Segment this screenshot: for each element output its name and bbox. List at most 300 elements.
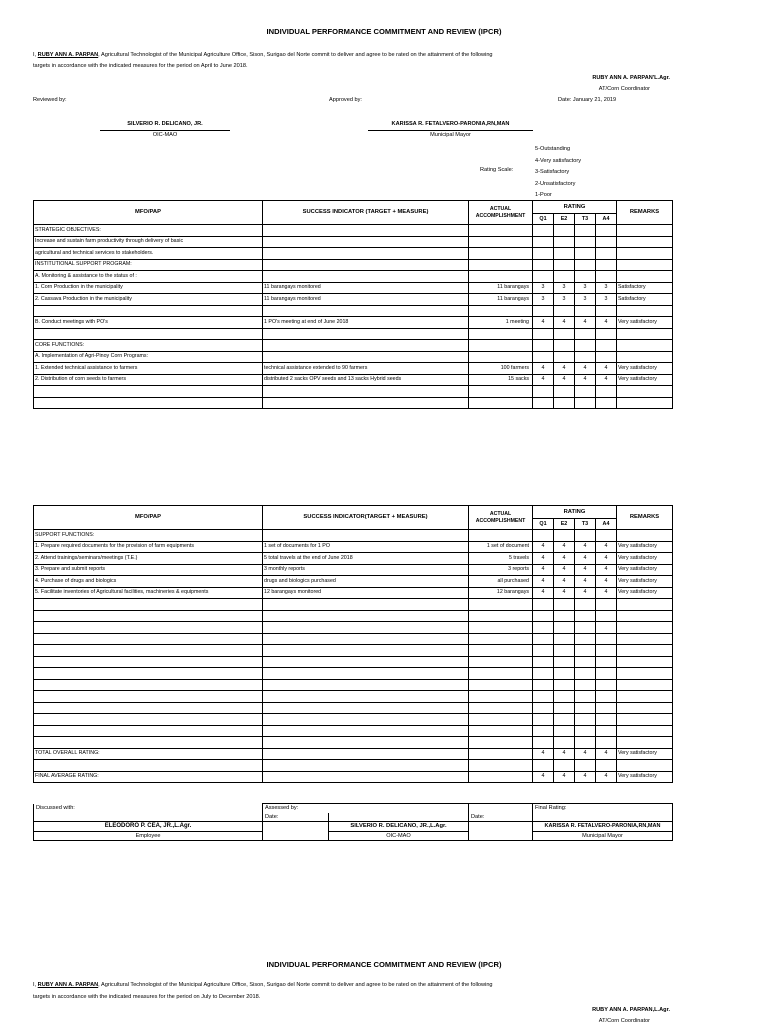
mfo-cell — [34, 702, 263, 714]
rating-e2-cell — [554, 622, 575, 634]
e2-header: E2 — [554, 214, 575, 225]
rating-e2-cell — [554, 633, 575, 645]
rating-a4-cell: 4 — [596, 748, 617, 760]
mfo-cell — [34, 622, 263, 634]
accomplishment-cell — [469, 259, 533, 271]
rating-t3-cell — [575, 668, 596, 680]
rating-t3-cell — [575, 725, 596, 737]
rating-e2-cell — [554, 702, 575, 714]
blank-cell — [329, 813, 469, 822]
table-row — [34, 599, 673, 611]
accomplishment-cell — [469, 633, 533, 645]
rating-q1-cell — [533, 386, 554, 398]
table-row — [34, 317, 673, 329]
accomplishment-cell: 3 reports — [469, 564, 533, 576]
rating-t3-cell: 4 — [575, 553, 596, 565]
success-indicator-cell: distributed 2 sacks OPV seeds and 13 sacks Hybrid seeds — [263, 374, 469, 386]
remarks-cell — [617, 725, 673, 737]
success-indicator-cell — [263, 645, 469, 657]
success-indicator-cell — [263, 737, 469, 749]
mfo-cell — [34, 656, 263, 668]
final-approver-name: KARISSA R. FETALVERO-PARONIA,RN,MAN — [533, 822, 673, 832]
remarks-cell — [617, 225, 673, 237]
table-row — [34, 553, 673, 565]
rating-e2-cell — [554, 725, 575, 737]
accomplishment-cell — [469, 656, 533, 668]
rating-e2-cell — [554, 225, 575, 237]
rating-e2-cell: 3 — [554, 294, 575, 306]
a4-header: A4 — [596, 214, 617, 225]
mfo-cell — [34, 633, 263, 645]
final-approver-position: Municipal Mayor — [533, 831, 673, 841]
success-indicator-cell — [263, 633, 469, 645]
rating-a4-cell — [596, 622, 617, 634]
table-row — [34, 351, 673, 363]
ipcr-table-support — [33, 505, 673, 783]
mfo-cell — [34, 760, 263, 772]
rating-q1-cell: 3 — [533, 282, 554, 294]
accomplishment-cell — [469, 610, 533, 622]
success-indicator-cell: 11 barangays monitored — [263, 282, 469, 294]
rating-a4-cell — [596, 328, 617, 340]
accomplishment-cell: 1 meeting — [469, 317, 533, 329]
rating-e2-cell — [554, 397, 575, 409]
accomplishment-cell — [469, 668, 533, 680]
success-indicator-cell — [263, 271, 469, 283]
rating-a4-cell: 4 — [596, 541, 617, 553]
rating-e2-cell — [554, 760, 575, 772]
rating-e2-cell — [554, 328, 575, 340]
success-indicator-cell — [263, 328, 469, 340]
rating-e2-cell: 4 — [554, 576, 575, 588]
remarks-cell — [617, 328, 673, 340]
approver-name: KARISSA R. FETALVERO-PARONIA,RN,MAN — [391, 121, 510, 127]
reviewer-name: SILVERIO R. DELICANO, JR. — [127, 121, 203, 127]
rating-a4-cell: 4 — [596, 374, 617, 386]
table-row — [34, 691, 673, 703]
rating-e2-cell: 4 — [554, 564, 575, 576]
rating-t3-cell: 4 — [575, 564, 596, 576]
table-row — [34, 530, 673, 542]
mfo-cell: INSTITUTIONAL SUPPORT PROGRAM: — [34, 259, 263, 271]
rating-t3-cell — [575, 599, 596, 611]
rating-a4-cell — [596, 599, 617, 611]
success-indicator-cell: 1 PO's meeting at end of June 2018 — [263, 317, 469, 329]
rating-a4-cell — [596, 271, 617, 283]
blank-cell — [469, 831, 533, 841]
rating-t3-cell — [575, 351, 596, 363]
rating-q1-cell: 4 — [533, 374, 554, 386]
rating-a4-cell: 4 — [596, 553, 617, 565]
rating-q1-cell: 3 — [533, 294, 554, 306]
rating-t3-cell — [575, 386, 596, 398]
remarks-cell — [617, 305, 673, 317]
mfo-cell: CORE FUNCTIONS: — [34, 340, 263, 352]
success-indicator-cell — [263, 622, 469, 634]
ratee-position-2: AT/Corn Coordinator — [598, 1018, 650, 1024]
intro-paragraph-line2: targets in accordance with the indicated measures for the period on April to June 2018. — [33, 63, 248, 69]
table-row — [34, 236, 673, 248]
rating-q1-cell: 4 — [533, 564, 554, 576]
blank-cell — [34, 813, 263, 822]
table-row — [34, 748, 673, 760]
rating-t3-cell: 4 — [575, 541, 596, 553]
success-indicator-header: SUCCESS INDICATOR(TARGET + MEASURE) — [263, 506, 469, 530]
accomplishment-cell — [469, 760, 533, 772]
rating-q1-cell — [533, 679, 554, 691]
rating-q1-cell — [533, 691, 554, 703]
rating-t3-cell — [575, 691, 596, 703]
rating-e2-cell: 4 — [554, 748, 575, 760]
remarks-header: REMARKS — [617, 506, 673, 530]
rating-q1-cell — [533, 668, 554, 680]
rating-t3-cell — [575, 271, 596, 283]
rating-q1-cell — [533, 633, 554, 645]
employee-label: Employee — [34, 831, 263, 841]
mfo-cell — [34, 645, 263, 657]
mfo-cell — [34, 725, 263, 737]
rating-a4-cell: 4 — [596, 587, 617, 599]
rating-e2-cell — [554, 305, 575, 317]
remarks-cell — [617, 714, 673, 726]
intro-rest: , Agricultural Technologist of the Municipal Agriculture Office, Sison, Surigao del Norte commit to deliver and agree to be rated on the attainment of the following — [98, 52, 493, 58]
accomplishment-cell — [469, 271, 533, 283]
rating-q1-cell — [533, 656, 554, 668]
rating-a4-cell — [596, 760, 617, 772]
accomplishment-cell — [469, 599, 533, 611]
rating-e2-cell — [554, 236, 575, 248]
remarks-cell — [617, 397, 673, 409]
rating-t3-cell — [575, 760, 596, 772]
table-row — [34, 328, 673, 340]
intro-paragraph-2-line1 — [33, 982, 493, 988]
approver-position: Municipal Mayor — [430, 132, 471, 138]
success-indicator-cell: 1 set of documents for 1 PO — [263, 541, 469, 553]
rating-q1-cell — [533, 340, 554, 352]
remarks-cell — [617, 622, 673, 634]
success-indicator-cell — [263, 397, 469, 409]
mfo-cell: Increase and sustain farm productivity through delivery of basic — [34, 236, 263, 248]
remarks-cell — [617, 760, 673, 772]
table-row — [34, 771, 673, 783]
success-indicator-cell: 11 barangays monitored — [263, 294, 469, 306]
rating-a4-cell — [596, 725, 617, 737]
ratee-signature-name-2: RUBY ANN A. PARPAN,L.Agr. — [592, 1007, 670, 1013]
success-indicator-cell — [263, 691, 469, 703]
table-row — [34, 702, 673, 714]
mfo-header: MFO/PAP — [34, 506, 263, 530]
remarks-cell: Very satisfactory — [617, 317, 673, 329]
remarks-cell — [617, 236, 673, 248]
rating-a4-cell — [596, 610, 617, 622]
success-indicator-cell — [263, 386, 469, 398]
table-row — [34, 248, 673, 260]
rating-e2-cell: 4 — [554, 317, 575, 329]
rating-t3-cell — [575, 236, 596, 248]
table-row — [34, 622, 673, 634]
success-indicator-cell — [263, 599, 469, 611]
success-indicator-cell — [263, 610, 469, 622]
rating-e2-cell: 4 — [554, 771, 575, 783]
rating-a4-cell — [596, 236, 617, 248]
rating-t3-cell: 4 — [575, 363, 596, 375]
discussed-with-label: Discussed with: — [34, 804, 263, 813]
table-row — [34, 633, 673, 645]
table-row — [34, 386, 673, 398]
assessed-date-label: Date: — [263, 813, 329, 822]
accomplishment-cell — [469, 340, 533, 352]
a4-header: A4 — [596, 519, 617, 530]
ratee-name-inline: RUBY ANN A. PARPAN — [37, 982, 99, 988]
success-indicator-cell — [263, 248, 469, 260]
signoff-table — [33, 803, 673, 841]
rating-e2-cell — [554, 351, 575, 363]
accomplishment-cell — [469, 691, 533, 703]
rating-a4-cell — [596, 645, 617, 657]
rating-e2-cell — [554, 248, 575, 260]
rating-q1-cell: 4 — [533, 748, 554, 760]
rating-q1-cell: 4 — [533, 576, 554, 588]
rating-q1-cell — [533, 702, 554, 714]
rating-q1-cell: 4 — [533, 553, 554, 565]
rating-scale-item: 2-Unsatisfactory — [535, 180, 576, 187]
remarks-cell — [617, 351, 673, 363]
mfo-cell — [34, 397, 263, 409]
mfo-cell: 2. Attend trainings/seminars/meetings (T.E.) — [34, 553, 263, 565]
remarks-cell: Very satisfactory — [617, 374, 673, 386]
table-row — [34, 259, 673, 271]
rating-t3-cell: 4 — [575, 317, 596, 329]
rating-q1-cell — [533, 714, 554, 726]
rating-q1-cell: 4 — [533, 587, 554, 599]
rating-a4-cell — [596, 248, 617, 260]
rating-a4-cell: 3 — [596, 294, 617, 306]
remarks-cell: Very satisfactory — [617, 541, 673, 553]
e2-header: E2 — [554, 519, 575, 530]
intro-prefix: I, — [33, 982, 38, 988]
rating-t3-cell — [575, 397, 596, 409]
rating-t3-cell — [575, 714, 596, 726]
remarks-cell — [617, 248, 673, 260]
table-row — [34, 374, 673, 386]
blank-cell — [469, 804, 533, 813]
rating-e2-cell: 4 — [554, 587, 575, 599]
rating-q1-cell — [533, 760, 554, 772]
accomplishment-cell: 100 farmers — [469, 363, 533, 375]
mfo-cell: A. Monitoring & assistance to the status of : — [34, 271, 263, 283]
remarks-cell — [617, 340, 673, 352]
remarks-cell — [617, 386, 673, 398]
accomplishment-cell: all purchased — [469, 576, 533, 588]
mfo-cell — [34, 691, 263, 703]
accomplishment-cell — [469, 248, 533, 260]
mfo-cell: 2. Cassava Production in the municipality — [34, 294, 263, 306]
rating-e2-cell — [554, 656, 575, 668]
rating-t3-cell — [575, 610, 596, 622]
rating-scale-item: 3-Satisfactory — [535, 169, 570, 175]
mfo-cell — [34, 305, 263, 317]
blank-cell — [263, 822, 329, 832]
accomplishment-cell — [469, 725, 533, 737]
blank-cell — [469, 822, 533, 832]
rating-q1-cell: 4 — [533, 771, 554, 783]
actual-accomplishment-header: ACTUAL ACCOMPLISHMENT — [469, 201, 533, 225]
mfo-cell: 1. Extended technical assistance to farmers — [34, 363, 263, 375]
success-indicator-cell — [263, 748, 469, 760]
success-indicator-cell: 5 total travels at the end of June 2018 — [263, 553, 469, 565]
accomplishment-cell: 11 barangays — [469, 294, 533, 306]
accomplishment-cell — [469, 305, 533, 317]
remarks-cell — [617, 702, 673, 714]
success-indicator-cell — [263, 340, 469, 352]
rating-t3-cell: 4 — [575, 771, 596, 783]
table-row — [34, 587, 673, 599]
rating-e2-cell — [554, 599, 575, 611]
remarks-cell — [617, 645, 673, 657]
mfo-cell: 5. Facilitate inventories of Agricultural facilities, machineries & equipments — [34, 587, 263, 599]
rating-t3-cell: 4 — [575, 748, 596, 760]
rating-q1-cell — [533, 351, 554, 363]
mfo-cell: SUPPORT FUNCTIONS: — [34, 530, 263, 542]
rating-a4-cell — [596, 259, 617, 271]
rating-e2-cell — [554, 530, 575, 542]
rating-q1-cell — [533, 225, 554, 237]
accomplishment-cell — [469, 702, 533, 714]
rating-q1-cell — [533, 737, 554, 749]
accomplishment-cell — [469, 225, 533, 237]
rating-q1-cell — [533, 248, 554, 260]
rating-t3-cell — [575, 622, 596, 634]
rating-t3-cell: 4 — [575, 587, 596, 599]
mfo-cell: STRATEGIC OBJECTIVES: — [34, 225, 263, 237]
rating-a4-cell — [596, 691, 617, 703]
remarks-cell: Very satisfactory — [617, 553, 673, 565]
remarks-cell: Very satisfactory — [617, 771, 673, 783]
rating-a4-cell: 4 — [596, 564, 617, 576]
rating-t3-cell — [575, 737, 596, 749]
table-row — [34, 645, 673, 657]
rating-t3-cell — [575, 702, 596, 714]
ratee-signature-name: RUBY ANN A. PARPAN'L.Agr. — [592, 75, 670, 81]
mfo-cell: 1. Prepare required documents for the provision of farm equipments — [34, 541, 263, 553]
q1-header: Q1 — [533, 519, 554, 530]
success-indicator-cell — [263, 725, 469, 737]
rating-a4-cell: 4 — [596, 576, 617, 588]
remarks-cell — [617, 610, 673, 622]
rating-a4-cell — [596, 225, 617, 237]
rating-t3-cell — [575, 259, 596, 271]
intro-rest: , Agricultural Technologist of the Municipal Agriculture Office, Sison, Surigao del Norte commit to deliver and agree to be rated on the attainment of the following — [98, 982, 493, 988]
intro-prefix: I, — [33, 52, 38, 58]
ipcr-table-core — [33, 200, 673, 409]
actual-accomplishment-header: ACTUAL ACCOMPLISHMENT — [469, 506, 533, 530]
rating-a4-cell — [596, 679, 617, 691]
accomplishment-cell — [469, 397, 533, 409]
table-row — [34, 714, 673, 726]
accomplishment-cell: 12 barangays — [469, 587, 533, 599]
remarks-cell — [617, 259, 673, 271]
rating-a4-cell — [596, 351, 617, 363]
mfo-cell: A. Implementation of Agri-Pinoy Corn Programs: — [34, 351, 263, 363]
rating-a4-cell: 4 — [596, 363, 617, 375]
rating-q1-cell: 4 — [533, 317, 554, 329]
rating-a4-cell — [596, 656, 617, 668]
mfo-cell: agricultural and technical services to stakeholders. — [34, 248, 263, 260]
reviewed-by-label: Reviewed by: — [33, 97, 67, 103]
mfo-cell: 4. Purchase of drugs and biologics — [34, 576, 263, 588]
success-indicator-cell — [263, 236, 469, 248]
mfo-cell — [34, 668, 263, 680]
remarks-cell: Satisfactory — [617, 282, 673, 294]
success-indicator-cell: drugs and biologics purchased — [263, 576, 469, 588]
rating-scale-item: 1-Poor — [535, 192, 552, 198]
remarks-cell — [617, 271, 673, 283]
table-row — [34, 225, 673, 237]
accomplishment-cell — [469, 645, 533, 657]
rating-a4-cell — [596, 386, 617, 398]
mfo-cell: 1. Corn Production in the municipality — [34, 282, 263, 294]
mfo-cell: 2. Distribution of corn seeds to farmers — [34, 374, 263, 386]
rating-t3-cell — [575, 679, 596, 691]
rating-scale-label: Rating Scale: — [480, 167, 514, 173]
rating-scale-item: 4-Very satisfactory — [535, 157, 582, 164]
mfo-cell: 3. Prepare and submit reports — [34, 564, 263, 576]
mfo-cell — [34, 714, 263, 726]
table-row — [34, 656, 673, 668]
success-indicator-cell: technical assistance extended to 90 farmers — [263, 363, 469, 375]
mfo-cell — [34, 737, 263, 749]
intro-paragraph-2-line2: targets in accordance with the indicated measures for the period on July to December 2018. — [33, 994, 261, 1000]
accomplishment-cell — [469, 622, 533, 634]
accomplishment-cell — [469, 386, 533, 398]
rating-t3-cell — [575, 305, 596, 317]
approver-signature-line — [368, 130, 533, 131]
rating-e2-cell: 4 — [554, 553, 575, 565]
success-indicator-cell — [263, 305, 469, 317]
remarks-cell — [617, 679, 673, 691]
rating-t3-cell: 4 — [575, 576, 596, 588]
success-indicator-cell — [263, 668, 469, 680]
success-indicator-cell: 3 monthly reports — [263, 564, 469, 576]
ratee-name-inline: RUBY ANN A. PARPAN — [37, 52, 99, 58]
rating-t3-cell — [575, 328, 596, 340]
accomplishment-cell: 1 set of document — [469, 541, 533, 553]
mfo-cell: TOTAL OVERALL RATING: — [34, 748, 263, 760]
assessor-position: OIC-MAO — [329, 831, 469, 841]
rating-e2-cell — [554, 271, 575, 283]
table-row — [34, 282, 673, 294]
final-rating-label: Final Rating: — [533, 804, 673, 813]
success-indicator-cell — [263, 771, 469, 783]
rating-t3-cell — [575, 633, 596, 645]
rating-a4-cell: 4 — [596, 317, 617, 329]
table-row — [34, 340, 673, 352]
rating-t3-cell — [575, 340, 596, 352]
rating-e2-cell — [554, 610, 575, 622]
success-indicator-cell — [263, 225, 469, 237]
remarks-cell — [617, 691, 673, 703]
remarks-cell — [617, 656, 673, 668]
success-indicator-cell — [263, 351, 469, 363]
rating-e2-cell: 4 — [554, 374, 575, 386]
table-row — [34, 541, 673, 553]
rating-q1-cell — [533, 259, 554, 271]
t3-header: T3 — [575, 214, 596, 225]
document-title: INDIVIDUAL PERFORMANCE COMMITMENT AND REVIEW (IPCR) — [266, 27, 502, 36]
rating-e2-cell: 4 — [554, 541, 575, 553]
rating-q1-cell — [533, 271, 554, 283]
rating-q1-cell: 4 — [533, 363, 554, 375]
